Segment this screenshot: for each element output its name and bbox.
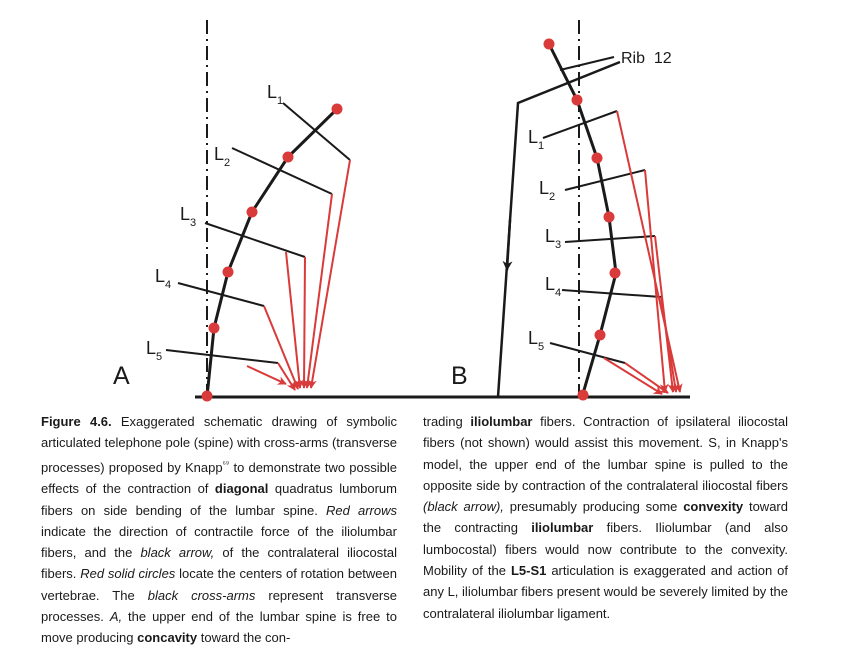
caption-runs-2 — [423, 414, 788, 621]
panel-label-a: A — [113, 362, 130, 390]
rotation-center-a-6 — [202, 391, 213, 402]
caption-column-2 — [423, 411, 788, 624]
caption-text-run: locate the centers of rotation between vertebrae. The — [41, 566, 397, 603]
rotation-center-b-3 — [592, 153, 603, 164]
caption-text-run: of the contralateral iliocostal fibers. — [41, 545, 397, 582]
rib-12-label: Rib 12 — [621, 50, 672, 67]
vertebra-label-a-l2: $L_2$ — [214, 144, 231, 169]
caption-text-run: represent transverse processes. — [41, 587, 397, 624]
vertebra-label-a-l1: $L_1$ — [267, 82, 284, 107]
caption-text-run: diagonal — [214, 481, 269, 497]
rotation-center-b-7 — [578, 390, 589, 401]
rotation-center-a-1 — [332, 104, 343, 115]
rotation-center-a-4 — [223, 267, 234, 278]
rotation-center-b-2 — [572, 95, 583, 106]
rotation-center-b-4 — [604, 212, 615, 223]
caption-text-run: concavity — [137, 630, 198, 646]
rotation-center-b-1 — [544, 39, 555, 50]
cross-arm-a-l3 — [205, 223, 305, 257]
vertebra-label-b-l5: $L_5$ — [528, 328, 545, 353]
caption-text-run: articulation is exaggerated and action of any L, iliolumbar fibers present would be severely limited by the contralateral iliolumbar ligament. — [423, 563, 788, 621]
figure-title: Figure 4.6. — [41, 414, 112, 429]
vertebra-label-a-l5: $L_5$ — [146, 338, 163, 363]
caption-text-run: iliolumbar — [531, 520, 594, 536]
panel-label-b: B — [451, 362, 468, 390]
cross-arm-b-l5 — [550, 343, 625, 363]
rotation-center-b-6 — [595, 330, 606, 341]
caption-text-run: quadratus lumborum fibers on side bending of the lumbar spine. — [41, 481, 397, 518]
caption-text-run: trading — [423, 414, 471, 429]
caption-text-run: black arrow, — [140, 545, 215, 561]
caption-text-run: A, — [109, 609, 123, 624]
caption-text-run: toward the con- — [197, 630, 291, 646]
caption-text-run: to demonstrate two possible effects of the contraction of — [41, 459, 397, 497]
cross-arm-a-l5 — [166, 350, 278, 363]
force-arrow-b-5 — [625, 363, 668, 393]
force-arrow-b-6 — [604, 358, 662, 394]
force-arrow-a-7 — [247, 366, 286, 384]
black-arrow-b — [507, 220, 510, 270]
rotation-center-a-3 — [247, 207, 258, 218]
force-arrow-b-2 — [617, 111, 680, 392]
caption-runs-1 — [41, 414, 397, 645]
vertebra-label-a-l4: $L_4$ — [155, 266, 172, 291]
iliocostal-fiber-b — [498, 62, 620, 397]
caption-text-run: fibers. Contraction of ipsilateral iliocostal fibers (not shown) would assist this movement. S, in Knapp's model, the upper end of the lumbar spine is pulled to the opposite side by contraction of the contralateral iliocostal fibers — [423, 414, 788, 493]
panel-b — [451, 20, 680, 401]
force-arrow-a-3 — [304, 257, 305, 388]
caption-column-1 — [41, 411, 397, 649]
vertebra-label-b-l2: $L_2$ — [539, 178, 556, 203]
caption-text-run: Exaggerated schematic drawing of symbolic articulated telephone pole (spine) with cross-arms (transverse processes) proposed by Knapp — [41, 414, 398, 475]
rotation-center-a-5 — [209, 323, 220, 334]
caption-text-run: ⁶⁹ — [222, 459, 230, 469]
vertebra-label-b-l3: $L_3$ — [545, 226, 562, 251]
caption-text-run: fibers. Iliolumbar (and also lumbocostal) fibers would now contribute to the convexity. Mobility of the — [423, 520, 789, 579]
force-arrow-a-4 — [286, 252, 300, 388]
caption-text-run: black cross-arms — [147, 587, 256, 603]
rotation-center-a-2 — [283, 152, 294, 163]
caption-text-run: L5-S1 — [510, 563, 547, 579]
caption-text-run: Red solid circles — [80, 566, 176, 582]
caption-text-run: toward the contracting — [423, 499, 788, 536]
rotation-center-b-5 — [610, 268, 621, 279]
caption-text-run: presumably producing some — [503, 499, 684, 515]
cross-arm-a-l2 — [232, 148, 332, 194]
caption-text-run: convexity — [683, 499, 744, 515]
vertebra-label-a-l3: $L_3$ — [180, 204, 197, 229]
vertebra-label-b-l1: $L_1$ — [528, 127, 545, 152]
caption-text-run: indicate the direction of contractile force of the iliolumbar fibers, and the — [41, 523, 397, 561]
vertebra-label-b-l4: $L_4$ — [545, 274, 562, 299]
caption-text-run: (black arrow), — [423, 499, 504, 515]
panel-a — [113, 20, 350, 402]
caption-text-run: iliolumbar — [470, 414, 533, 429]
caption-text-run: Red arrows — [325, 502, 397, 518]
caption-text-run: the upper end of the lumbar spine is free to move producing — [41, 609, 397, 646]
